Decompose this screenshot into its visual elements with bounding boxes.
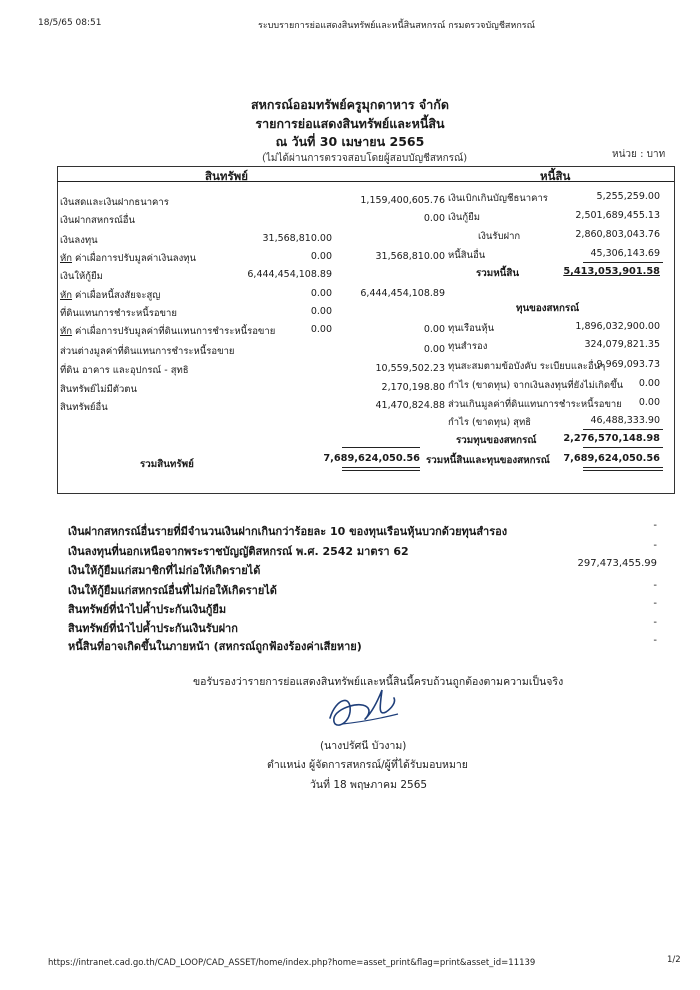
liabilities-total-value: 5,413,053,901.58 — [563, 266, 660, 277]
note-label: เงินให้กู้ยืมแก่สมาชิกที่ไม่ก่อให้เกิดรายได้ — [68, 564, 261, 577]
asset-label-less: หัก ค่าเผื่อหนี้สงสัยจะสูญ — [60, 290, 161, 301]
grand-total-label: รวมหนี้สินและทุนของสหกรณ์ — [426, 455, 550, 466]
note-value: - — [653, 520, 657, 531]
liabilities-total-label: รวมหนี้สิน — [476, 268, 520, 279]
rule — [342, 447, 420, 448]
equity-value: 0.00 — [638, 378, 660, 389]
note-value: - — [653, 580, 657, 591]
unit-label: หน่วย : บาท — [612, 149, 666, 160]
asset-value-net: 0.00 — [423, 324, 445, 335]
coop-name: สหกรณ์ออมทรัพย์ครูมุกดาหาร จำกัด — [251, 97, 449, 112]
equity-label: ส่วนเกินมูลค่าที่ดินแทนการชำระหนี้รอขาย — [448, 399, 622, 410]
equity-value: 324,079,821.35 — [584, 339, 660, 350]
assets-total-value: 7,689,624,050.56 — [323, 453, 420, 464]
signature-date: วันที่ 18 พฤษภาคม 2565 — [310, 779, 428, 791]
equity-value: 1,896,032,900.00 — [575, 321, 660, 332]
header-divider — [57, 181, 674, 182]
note-label: สินทรัพย์ที่นำไปค้ำประกันเงินรับฝาก — [68, 622, 238, 635]
rule — [342, 467, 420, 468]
asset-label: ที่ดิน อาคาร และอุปกรณ์ - สุทธิ — [60, 365, 189, 376]
note-value: - — [653, 635, 657, 646]
asset-label: สินทรัพย์อื่น — [60, 402, 108, 413]
asset-value-allowance: 0.00 — [310, 306, 332, 317]
equity-value: 0.00 — [638, 397, 660, 408]
signer-name: (นางปรัศนี บัวงาม) — [320, 740, 407, 752]
liability-label: หนี้สินอื่น — [448, 250, 486, 261]
asset-label-less: หัก ค่าเผื่อการปรับมูลค่าที่ดินแทนการชำระหนี้รอขาย — [60, 326, 276, 337]
equity-label: ทุนสะสมตามข้อบังคับ ระเบียบและอื่นๆ — [448, 361, 606, 372]
equity-label: ทุนเรือนหุ้น — [448, 323, 495, 334]
rule — [583, 429, 663, 430]
signature-mark-icon — [322, 678, 402, 736]
asset-value-net: 41,470,824.88 — [375, 400, 445, 411]
note-label: เงินฝากสหกรณ์อื่นรายที่มีจำนวนเงินฝากเกินกว่าร้อยละ 10 ของทุนเรือนหุ้นบวกด้วยทุนสำรอง — [68, 525, 508, 538]
asset-value-net: 0.00 — [423, 213, 445, 224]
page-number: 1/2 — [667, 955, 681, 965]
grand-total-value: 7,689,624,050.56 — [563, 453, 660, 464]
asset-value-allowance: 0.00 — [310, 288, 332, 299]
note-label: เงินลงทุนที่นอกเหนือจากพระราชบัญญัติสหกรณ์ พ.ศ. 2542 มาตรา 62 — [68, 545, 409, 558]
note-value: - — [653, 598, 657, 609]
rule — [583, 262, 663, 263]
asset-value-net: 10,559,502.23 — [375, 363, 445, 374]
assets-heading: สินทรัพย์ — [205, 169, 248, 183]
liability-label: เงินรับฝาก — [478, 231, 521, 242]
report-title: รายการย่อแสดงสินทรัพย์และหนี้สิน — [255, 116, 445, 131]
liability-value: 2,501,689,455.13 — [575, 210, 660, 221]
rule — [583, 470, 663, 471]
equity-label: กำไร (ขาดทุน) สุทธิ — [448, 417, 532, 428]
asset-value-net: 31,568,810.00 — [375, 251, 445, 262]
asset-value-gross: 31,568,810.00 — [262, 233, 332, 244]
asset-value-allowance: 0.00 — [310, 251, 332, 262]
asset-value-net: 2,170,198.80 — [381, 382, 445, 393]
liability-label: เงินกู้ยืม — [448, 212, 480, 223]
asset-value-net: 0.00 — [423, 344, 445, 355]
rule — [342, 470, 420, 471]
equity-value: 46,488,333.90 — [590, 415, 660, 426]
audit-note: (ไม่ได้ผ่านการตรวจสอบโดยผู้สอบบัญชีสหกรณ์) — [262, 153, 468, 164]
assets-total-label: รวมสินทรัพย์ — [140, 459, 194, 470]
equity-heading: ทุนของสหกรณ์ — [516, 303, 580, 314]
asset-value-gross: 6,444,454,108.89 — [247, 269, 332, 280]
footer-url: https://intranet.cad.go.th/CAD_LOOP/CAD_ASSET/home/index.php?home=asset_print&flag=print&asset_id=11139 — [48, 958, 536, 968]
signer-position: ตำแหน่ง ผู้จัดการสหกรณ์/ผู้ที่ได้รับมอบหมาย — [267, 759, 468, 771]
less-prefix: หัก — [60, 290, 73, 301]
certification-statement: ขอรับรองว่ารายการย่อแสดงสินทรัพย์และหนี้สินนี้ครบถ้วนถูกต้องตามความเป็นจริง — [193, 676, 564, 688]
asset-value-net: 6,444,454,108.89 — [360, 288, 445, 299]
system-title: ระบบรายการย่อแสดงสินทรัพย์และหนี้สินสหกรณ์ กรมตรวจบัญชีสหกรณ์ — [258, 21, 535, 31]
asset-value-net: 1,159,400,605.76 — [360, 195, 445, 206]
asset-label: เงินให้กู้ยืม — [60, 271, 103, 282]
equity-label: กำไร (ขาดทุน) จากเงินลงทุนที่ยังไม่เกิดขึ้น — [448, 380, 624, 391]
less-prefix: หัก — [60, 326, 73, 337]
rule — [583, 447, 663, 448]
equity-label: ทุนสำรอง — [448, 341, 488, 352]
asset-label: ที่ดินแทนการชำระหนี้รอขาย — [60, 308, 177, 319]
as-of-date: ณ วันที่ 30 เมษายน 2565 — [275, 134, 425, 149]
equity-total-label: รวมทุนของสหกรณ์ — [456, 435, 537, 446]
liability-value: 45,306,143.69 — [590, 248, 660, 259]
equity-total-value: 2,276,570,148.98 — [563, 433, 660, 444]
liability-value: 5,255,259.00 — [596, 191, 660, 202]
print-datetime: 18/5/65 08:51 — [38, 18, 102, 28]
note-value: 297,473,455.99 — [577, 558, 657, 569]
asset-label: สินทรัพย์ไม่มีตัวตน — [60, 384, 137, 395]
note-value: - — [653, 617, 657, 628]
equity-value: 9,969,093.73 — [596, 359, 660, 370]
note-value: - — [653, 540, 657, 551]
asset-label: เงินสดและเงินฝากธนาคาร — [60, 197, 169, 208]
asset-label: เงินฝากสหกรณ์อื่น — [60, 215, 135, 226]
asset-label-less: หัก ค่าเผื่อการปรับมูลค่าเงินลงทุน — [60, 253, 196, 264]
less-prefix: หัก — [60, 253, 73, 264]
asset-label: ส่วนต่างมูลค่าที่ดินแทนการชำระหนี้รอขาย — [60, 346, 235, 357]
asset-label: เงินลงทุน — [60, 235, 98, 246]
rule — [583, 467, 663, 468]
note-label: สินทรัพย์ที่นำไปค้ำประกันเงินกู้ยืม — [68, 603, 227, 616]
liability-label: เงินเบิกเกินบัญชีธนาคาร — [448, 193, 548, 204]
asset-value-allowance: 0.00 — [310, 324, 332, 335]
note-label: เงินให้กู้ยืมแก่สหกรณ์อื่นที่ไม่ก่อให้เกิดรายได้ — [68, 584, 277, 597]
liability-value: 2,860,803,043.76 — [575, 229, 660, 240]
note-label: หนี้สินที่อาจเกิดขึ้นในภายหน้า (สหกรณ์ถูกฟ้องร้องค่าเสียหาย) — [68, 640, 362, 653]
liabilities-heading: หนี้สิน — [540, 169, 571, 183]
